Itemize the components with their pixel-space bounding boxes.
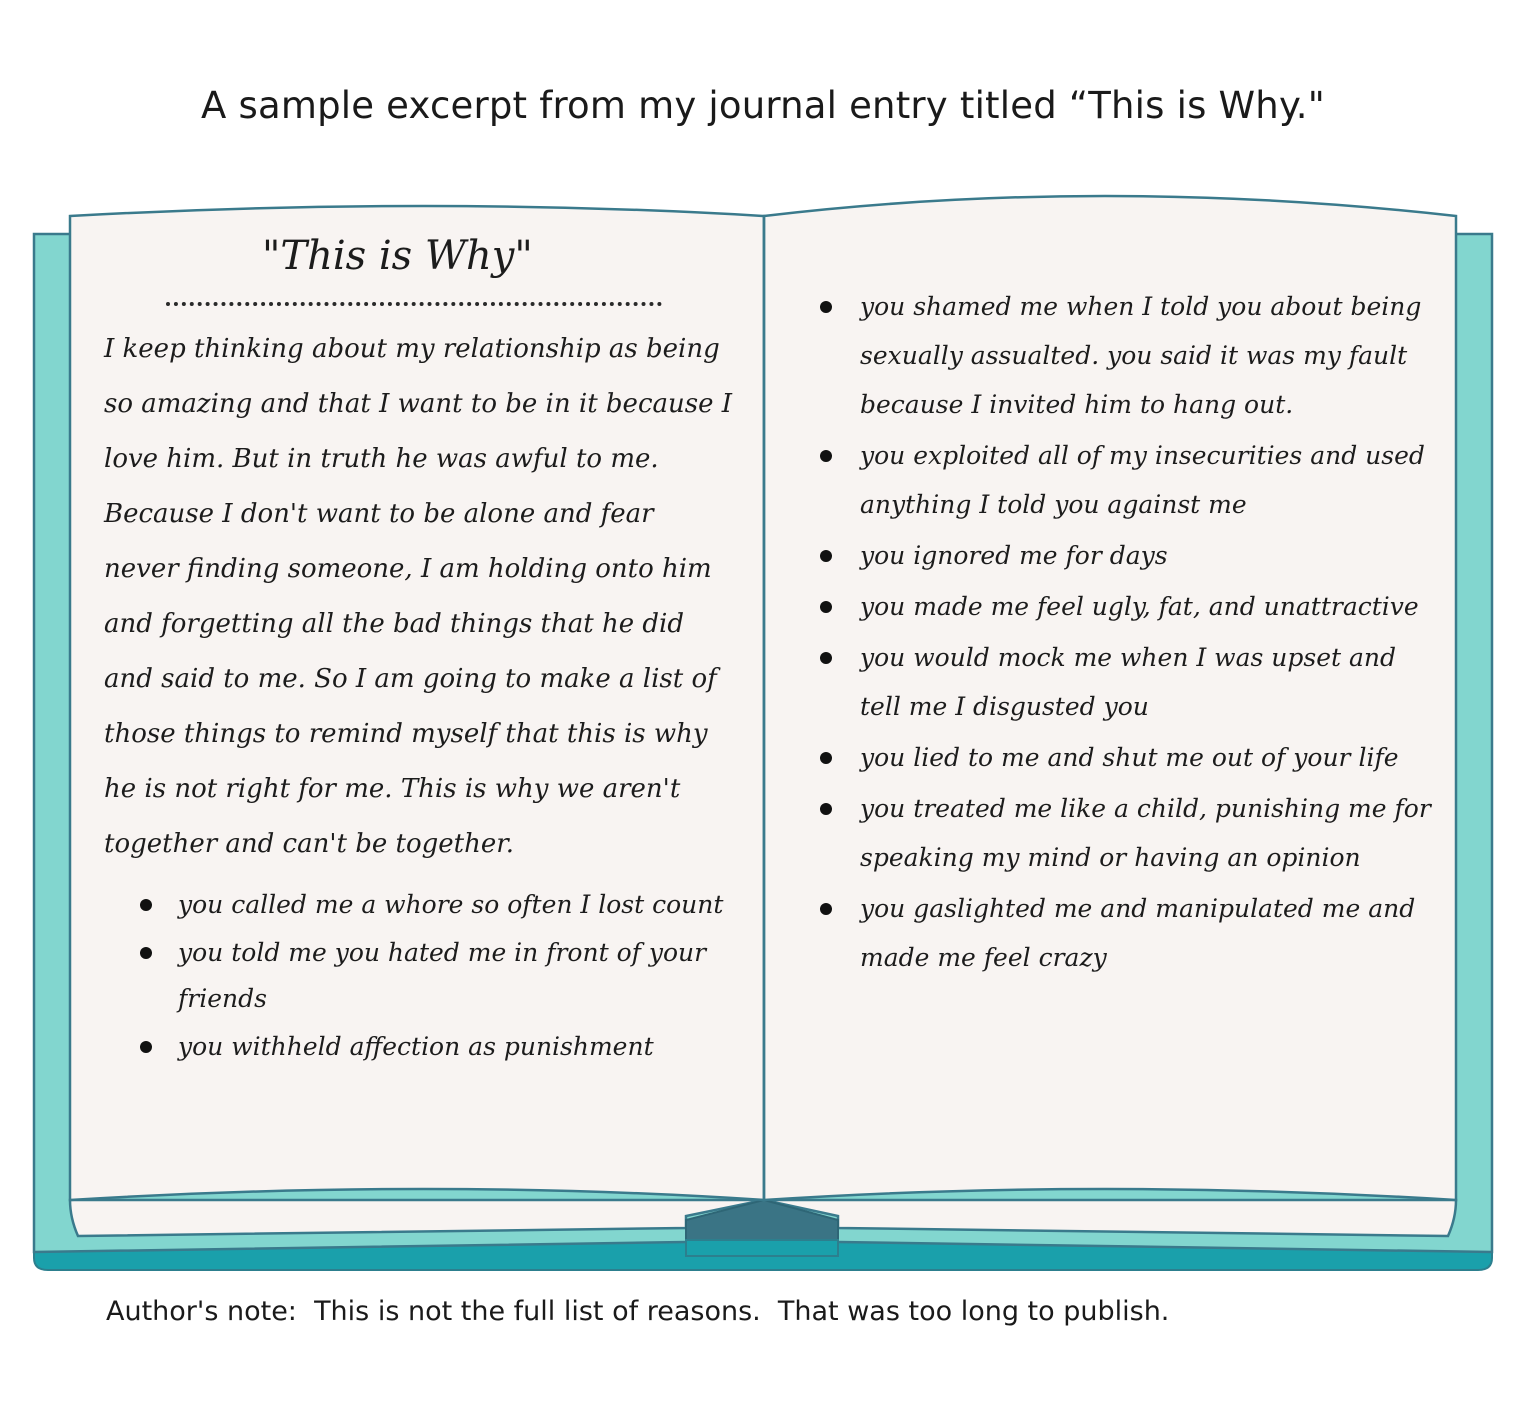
author-note: Author's note: This is not the full list of reasons. That was too long to publish.	[106, 1296, 1170, 1327]
list-item	[104, 882, 732, 928]
list-item	[818, 282, 1438, 429]
list-item-text: you treated me like a child, punishing me for speaking my mind or having an opinion	[860, 794, 1431, 872]
list-item	[818, 884, 1438, 982]
list-item	[818, 733, 1438, 782]
title-divider	[166, 302, 662, 306]
list-item-text: you lied to me and shut me out of your life	[860, 743, 1399, 772]
bullet-icon	[820, 752, 832, 764]
list-item-text: you shamed me when I told you about being sexually assualted. you said it was my fault because I invited him to hang out.	[860, 292, 1422, 419]
list-item-text: you would mock me when I was upset and tell me I disgusted you	[860, 643, 1396, 721]
bullet-icon	[140, 899, 152, 911]
list-item-text: you gaslighted me and manipulated me and made me feel crazy	[860, 894, 1416, 972]
bullet-icon	[820, 903, 832, 915]
left-page-content	[104, 228, 732, 1072]
bullet-icon	[140, 1041, 152, 1053]
list-item-text: you exploited all of my insecurities and used anything I told you against me	[860, 441, 1425, 519]
list-item-text: you ignored me for days	[860, 541, 1168, 570]
list-item	[818, 633, 1438, 731]
right-reasons-list	[818, 282, 1438, 982]
list-item-text: you called me a whore so often I lost count	[178, 890, 724, 919]
left-reasons-list	[104, 882, 732, 1070]
list-item	[818, 582, 1438, 631]
list-item	[104, 930, 732, 1022]
list-item-text: you told me you hated me in front of your friends	[178, 938, 707, 1013]
journal-paragraph: I keep thinking about my relationship as being so amazing and that I want to be in it because I love him. But in truth he was awful to me. Because I don't want to be alone and fear never finding someone, I am holding onto him and forgetting all the bad things that he did and said to me. So I am going to make a list of those things to remind myself that this is why he is not right for me. This is why we aren't together and can't be together.	[104, 334, 733, 859]
bullet-icon	[140, 947, 152, 959]
spine-base	[686, 1240, 838, 1256]
journal-entry-title: "This is Why"	[262, 233, 533, 279]
bullet-icon	[820, 550, 832, 562]
bullet-icon	[820, 301, 832, 313]
bullet-icon	[820, 450, 832, 462]
page-heading: A sample excerpt from my journal entry titled “This is Why."	[201, 84, 1325, 127]
list-item	[104, 1024, 732, 1070]
list-item-text: you made me feel ugly, fat, and unattractive	[860, 592, 1419, 621]
list-item	[818, 784, 1438, 882]
bullet-icon	[820, 601, 832, 613]
bullet-icon	[820, 652, 832, 664]
right-page-content	[818, 282, 1438, 984]
list-item-text: you withheld affection as punishment	[178, 1032, 654, 1061]
list-item	[818, 431, 1438, 529]
list-item	[818, 531, 1438, 580]
bullet-icon	[820, 803, 832, 815]
